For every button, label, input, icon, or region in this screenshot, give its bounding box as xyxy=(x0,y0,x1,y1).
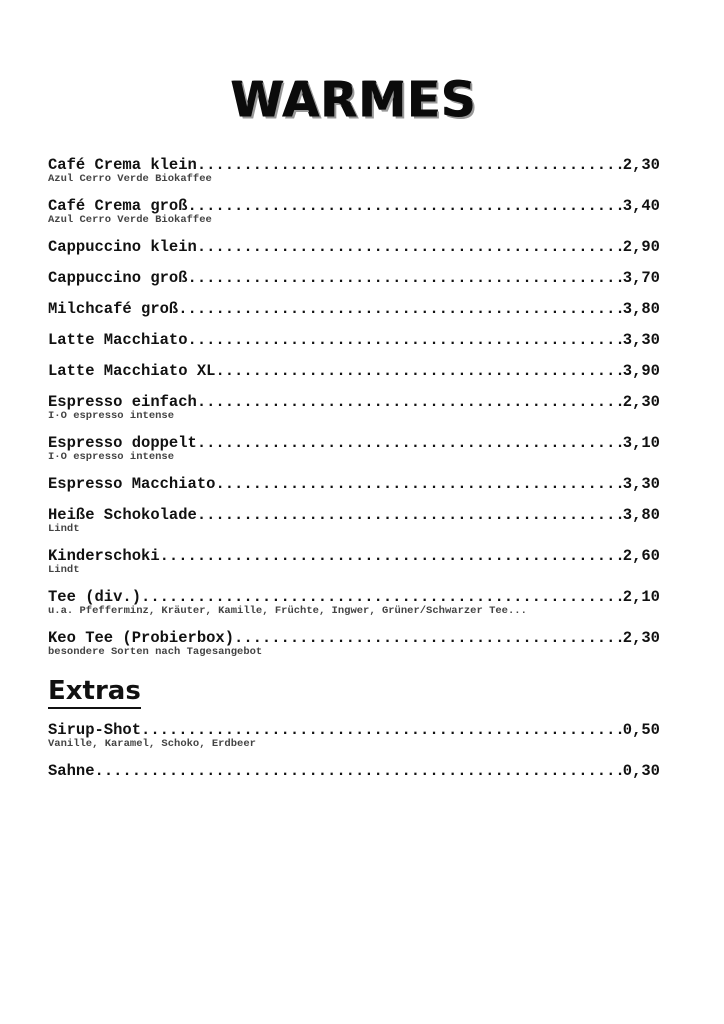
menu-item-description: Azul Cerro Verde Biokaffee xyxy=(48,214,212,226)
menu-item-price: 0,30 xyxy=(622,762,660,780)
menu-item-description: Vanille, Karamel, Schoko, Erdbeer xyxy=(48,738,256,750)
menu-item xyxy=(48,236,660,258)
menu-item xyxy=(48,432,660,464)
menu-item-name: Café Crema klein xyxy=(48,156,197,174)
menu-item-row xyxy=(48,267,660,289)
extras-list xyxy=(48,719,660,782)
dot-leader xyxy=(215,360,622,382)
warm-drinks-list xyxy=(48,154,660,659)
menu-item-price: 2,30 xyxy=(622,156,660,174)
dot-leader xyxy=(188,329,623,351)
menu-item-row xyxy=(48,760,660,782)
menu-item xyxy=(48,504,660,536)
dot-leader xyxy=(188,267,623,289)
menu-item-name: Kinderschoki xyxy=(48,547,160,565)
menu-item xyxy=(48,760,660,782)
menu-item-row xyxy=(48,298,660,320)
menu-item-name: Heiße Schokolade xyxy=(48,506,197,524)
menu-item xyxy=(48,329,660,351)
menu-item xyxy=(48,586,660,618)
menu-item-price: 2,30 xyxy=(622,629,660,647)
menu-item xyxy=(48,545,660,577)
dot-leader xyxy=(197,236,623,258)
menu-item-name: Milchcafé groß xyxy=(48,300,179,318)
menu-item-row xyxy=(48,236,660,258)
menu-item-description: Lindt xyxy=(48,564,80,576)
dot-leader xyxy=(197,391,623,413)
menu-item-price: 3,80 xyxy=(622,506,660,524)
menu-item-price: 0,50 xyxy=(622,721,660,739)
menu-item-description: I·O espresso intense xyxy=(48,410,175,422)
menu-item-name: Café Crema groß xyxy=(48,197,188,215)
menu-item xyxy=(48,360,660,382)
menu-item-name: Espresso Macchiato xyxy=(48,475,216,493)
dot-leader xyxy=(188,195,623,217)
menu-item xyxy=(48,267,660,289)
menu-item-price: 2,30 xyxy=(622,393,660,411)
dot-leader xyxy=(197,154,623,176)
menu-item-price: 3,30 xyxy=(622,475,660,493)
menu-item xyxy=(48,195,660,227)
menu-item-price: 2,10 xyxy=(622,588,660,606)
menu-item-row xyxy=(48,545,660,567)
menu-item-name: Latte Macchiato XL xyxy=(48,362,216,380)
dot-leader xyxy=(197,432,623,454)
menu-item-name: Sahne xyxy=(48,762,95,780)
menu-item-price: 3,70 xyxy=(622,269,660,287)
menu-item xyxy=(48,627,660,659)
menu-item-price: 2,60 xyxy=(622,547,660,565)
extras-heading: Extras xyxy=(48,676,141,709)
page-title: WARMES xyxy=(230,71,478,129)
menu-item-description: u.a. Pfefferminz, Kräuter, Kamille, Früchte, Ingwer, Grüner/Schwarzer Tee... xyxy=(48,605,527,617)
menu-item-name: Tee (div.) xyxy=(48,588,142,606)
dot-leader xyxy=(178,298,623,320)
menu-item-row xyxy=(48,504,660,526)
menu-item-name: Cappuccino groß xyxy=(48,269,188,287)
menu-item-price: 3,40 xyxy=(622,197,660,215)
menu-item-name: Espresso einfach xyxy=(48,393,197,411)
menu-item-row xyxy=(48,473,660,495)
dot-leader xyxy=(95,760,623,782)
menu-item-description: Azul Cerro Verde Biokaffee xyxy=(48,173,212,185)
menu-item-row xyxy=(48,329,660,351)
dot-leader xyxy=(234,627,623,649)
dot-leader xyxy=(197,504,623,526)
menu-item xyxy=(48,298,660,320)
dot-leader xyxy=(160,545,623,567)
menu-item-name: Latte Macchiato xyxy=(48,331,188,349)
menu-item xyxy=(48,154,660,186)
menu-item-name: Keo Tee (Probierbox) xyxy=(48,629,235,647)
menu-item-description: Lindt xyxy=(48,523,80,535)
dot-leader xyxy=(215,473,622,495)
menu-item-price: 3,90 xyxy=(622,362,660,380)
menu-page xyxy=(48,0,660,791)
menu-item-description: besondere Sorten nach Tagesangebot xyxy=(48,646,263,658)
menu-item-description: I·O espresso intense xyxy=(48,451,175,463)
menu-item-name: Cappuccino klein xyxy=(48,238,197,256)
menu-item-price: 3,10 xyxy=(622,434,660,452)
menu-item xyxy=(48,391,660,423)
menu-item-row xyxy=(48,360,660,382)
menu-item-price: 3,30 xyxy=(622,331,660,349)
menu-item-price: 3,80 xyxy=(622,300,660,318)
menu-item-price: 2,90 xyxy=(622,238,660,256)
menu-item-name: Sirup-Shot xyxy=(48,721,142,739)
menu-item xyxy=(48,473,660,495)
menu-item xyxy=(48,719,660,751)
menu-item-name: Espresso doppelt xyxy=(48,434,197,452)
